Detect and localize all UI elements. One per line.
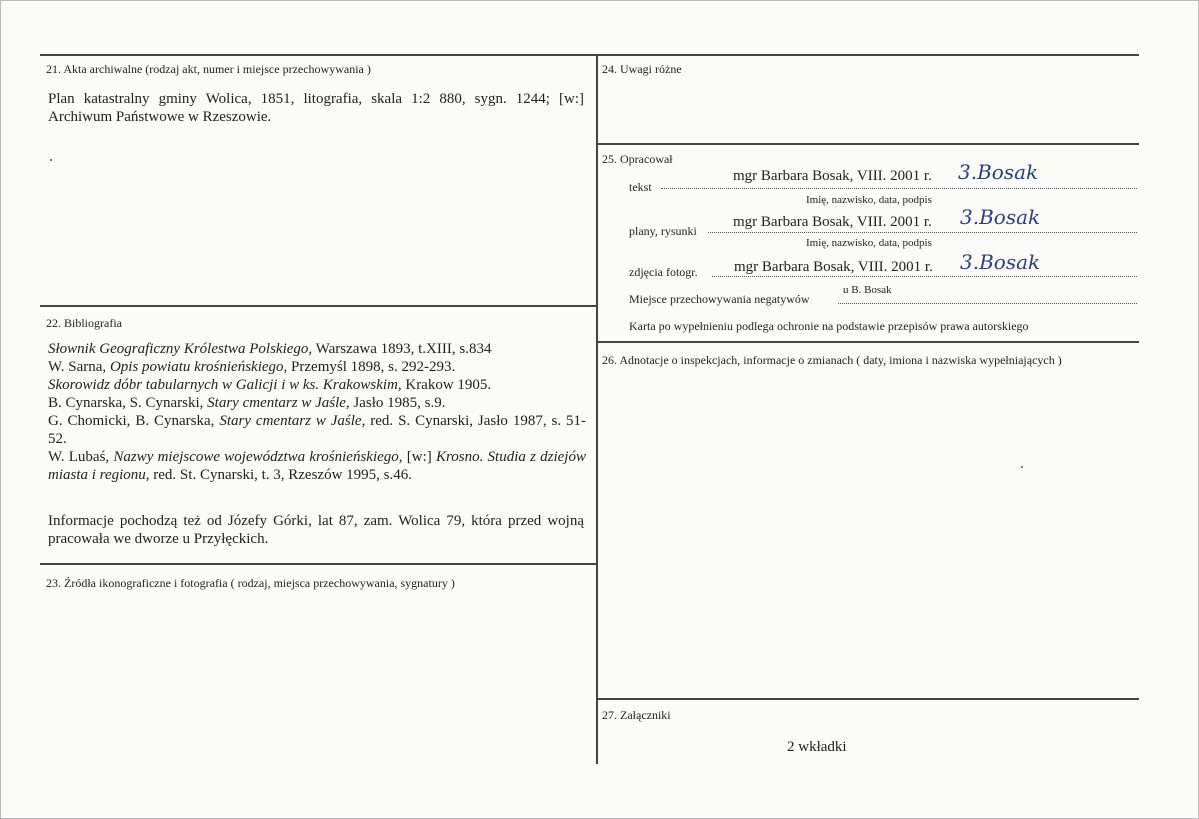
negatives-value: u B. Bosak bbox=[843, 284, 892, 296]
divider-26-27 bbox=[597, 698, 1139, 700]
section-21-label: 21. Akta archiwalne (rodzaj akt, numer i miejsce przechowywania ) bbox=[46, 62, 371, 76]
row-zdjecia-value: mgr Barbara Bosak, VIII. 2001 r. bbox=[734, 259, 933, 275]
negatives-label: Miejsce przechowywania negatywów bbox=[629, 292, 810, 306]
row-plany-caption: Imię, nazwisko, data, podpis bbox=[806, 237, 932, 249]
copyright-note: Karta po wypełnieniu podlega ochronie na podstawie przepisów prawa autorskiego bbox=[629, 319, 1029, 333]
row-zdjecia-dotted-line bbox=[712, 276, 1137, 277]
row-plany-signature: 3.Bosak bbox=[960, 205, 1041, 229]
stray-dot bbox=[1021, 466, 1023, 468]
section-22-label: 22. Bibliografia bbox=[46, 316, 122, 330]
divider-24-25 bbox=[597, 143, 1139, 145]
row-tekst-value: mgr Barbara Bosak, VIII. 2001 r. bbox=[733, 168, 932, 184]
column-divider bbox=[596, 54, 598, 764]
row-tekst-caption: Imię, nazwisko, data, podpis bbox=[806, 194, 932, 206]
divider-25-26 bbox=[597, 341, 1139, 343]
row-plany-value: mgr Barbara Bosak, VIII. 2001 r. bbox=[733, 214, 932, 230]
top-border-line bbox=[40, 54, 1139, 56]
stray-dot bbox=[50, 159, 52, 161]
bibliography-info: Informacje pochodzą też od Józefy Górki, lat 87, zam. Wolica 79, która przed wojną pracowała we dworze u Przyłęckich. bbox=[48, 513, 584, 547]
bibliography-entry: G. Chomicki, B. Cynarska, Stary cmentarz w Jaśle, red. S. Cynarski, Jasło 1987, s. 51-52. bbox=[48, 413, 586, 447]
section-25-label: 25. Opracował bbox=[602, 152, 673, 166]
negatives-dotted-line bbox=[838, 303, 1137, 304]
row-tekst-dotted-line bbox=[661, 188, 1137, 189]
bibliography-entry: B. Cynarska, S. Cynarski, Stary cmentarz w Jaśle, Jasło 1985, s.9. bbox=[48, 395, 446, 411]
divider-21-22 bbox=[40, 305, 597, 307]
bibliography-entry: W. Lubaś, Nazwy miejscowe województwa krośnieńskiego, [w:] Krosno. Studia z dziejów miasta i regionu, red. St. Cynarski, t. 3, Rzeszów 1995, s.46. bbox=[48, 449, 586, 483]
bibliography-entry: Słownik Geograficzny Królestwa Polskiego, Warszawa 1893, t.XIII, s.834 bbox=[48, 341, 492, 357]
bibliography-entry: W. Sarna, Opis powiatu krośnieńskiego, Przemyśl 1898, s. 292-293. bbox=[48, 359, 456, 375]
section-24-label: 24. Uwagi różne bbox=[602, 62, 682, 76]
section-23-label: 23. Źródła ikonograficzne i fotografia ( rodzaj, miejsca przechowywania, sygnatury ) bbox=[46, 576, 455, 590]
row-zdjecia-key: zdjęcia fotogr. bbox=[629, 265, 698, 279]
bibliography-entry: Skorowidz dóbr tabularnych w Galicji i w ks. Krakowskim, Krakow 1905. bbox=[48, 377, 492, 393]
section-27-label: 27. Załączniki bbox=[602, 708, 671, 722]
row-zdjecia-signature: 3.Bosak bbox=[960, 250, 1041, 274]
row-tekst-signature: 3.Bosak bbox=[958, 160, 1039, 184]
row-tekst-key: tekst bbox=[629, 180, 652, 194]
row-plany-dotted-line bbox=[708, 232, 1137, 233]
bibliography-list bbox=[48, 340, 586, 484]
row-plany-key: plany, rysunki bbox=[629, 224, 697, 238]
divider-22-23 bbox=[40, 563, 597, 565]
attachments-value: 2 wkładki bbox=[787, 739, 847, 755]
section-26-label: 26. Adnotacje o inspekcjach, informacje o zmianach ( daty, imiona i nazwiska wypełniających ) bbox=[602, 353, 1062, 367]
section-21-text: Plan katastralny gminy Wolica, 1851, litografia, skala 1:2 880, sygn. 1244; [w:] Archiwum Państwowe w Rzeszowie. bbox=[48, 91, 584, 125]
